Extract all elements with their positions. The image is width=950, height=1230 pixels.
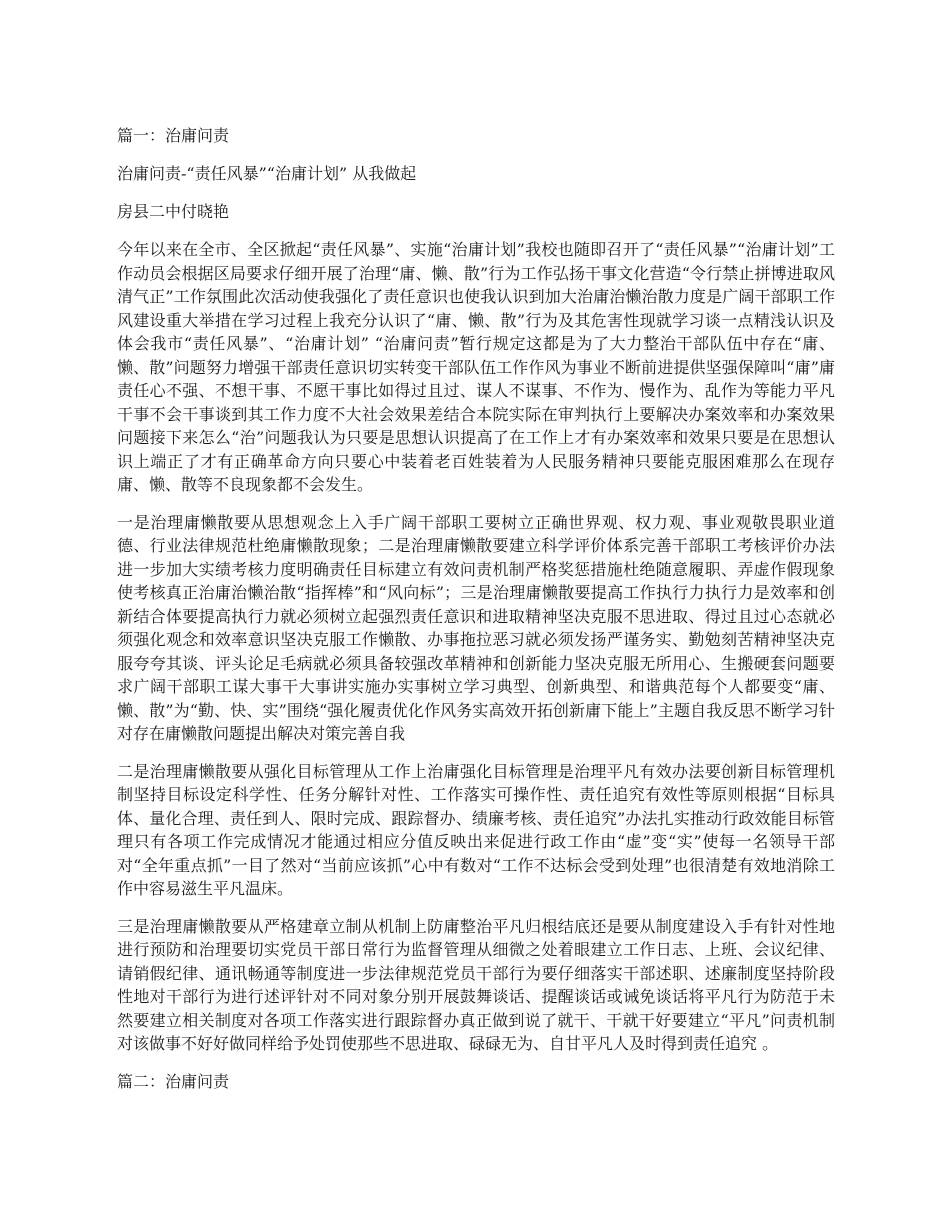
body-paragraph: 一是治理庸懒散要从思想观念上入手广阔干部职工要树立正确世界观、权力观、事业观敬畏职业道德、行业法律规范杜绝庸懒散现象；二是治理庸懒散要建立科学评价体系完善干部职工考核评价办法进一步加大实绩考核力度明确责任目标建立有效问责机制严格奖惩措施杜绝随意履职、弄虚作假现象使考核真正治庸治懒治散“指挥棒”和“风向标”；三是治理庸懒散要提高工作执行力执行力是效率和创新结合体要提高执行力就必须树立起强烈责任意识和进取精神坚决克服不思进取、得过且过心态就必须强化观念和效率意识坚决克服工作懒散、办事拖拉恶习就必须发扬严谨务实、勤勉刻苦精神坚决克服夸夸其谈、评头论足毛病就必须具备较强改革精神和创新能力坚决克服无所用心、生搬硬套问题要求广阔干部职工谋大事干大事讲实施办实事树立学习典型、创新典型、和谐典范每个人都要变“庸、懒、散”为“勤、快、实”围绕“强化履责优化作风务实高效开拓创新庸下能上”主题自我反思不断学习针对存在庸懒散问题提出解决对策完善自我 — [117, 512, 835, 743]
body-paragraph: 二是治理庸懒散要从强化目标管理从工作上治庸强化目标管理是治理平凡有效办法要创新目标管理机制坚持目标设定科学性、任务分解针对性、工作落实可操作性、责任追究有效性等原则根据“目标具体、量化合理、责任到人、限时完成、跟踪督办、绩廉考核、责任追究”办法扎实推动行政效能目标管理只有各项工作完成情况才能通过相应分值反映出来促进行政工作由“虚”变“实”使每一名领导干部对“全年重点抓”一目了然对“当前应该抓”心中有数对“工作不达标会受到处理”也很清楚有效地消除工作中容易滋生平凡温床。 — [117, 761, 835, 898]
document-page — [117, 124, 835, 1108]
article-title: 治庸问责-“责任风暴”“治庸计划” 从我做起 — [117, 164, 417, 183]
section-heading-2: 篇二：治庸问责 — [117, 1071, 230, 1091]
author-line: 房县二中付晓艳 — [117, 202, 230, 221]
body-paragraph: 三是治理庸懒散要从严格建章立制从机制上防庸整治平凡归根结底还是要从制度建设入手有针对性地进行预防和治理要切实党员干部日常行为监督管理从细微之处着眼建立工作日志、上班、会议纪律、请销假纪律、通讯畅通等制度进一步法律规范党员干部行为要仔细落实干部述职、述廉制度坚持阶段性地对干部行为进行述评针对不同对象分别开展鼓舞谈话、提醒谈话或诫免谈话将平凡行为防范于未然要建立相关制度对各项工作落实进行跟踪督办真正做到说了就干、干就干好要建立“平凡”问责机制对该做事不好好做同样给予处罚使那些不思进取、碌碌无为、自甘平凡人及时得到责任追究 。 — [117, 916, 835, 1053]
body-paragraph: 今年以来在全市、全区掀起“责任风暴”、实施“治庸计划”我校也随即召开了“责任风暴”“治庸计划”工作动员会根据区局要求仔细开展了治理“庸、懒、散”行为工作弘扬干事文化营造“令行禁止拼博进取风清气正”工作氛围此次活动使我强化了责任意识也使我认识到加大治庸治懒治散力度是广阔干部职工作风建设重大举措在学习过程上我充分认识了“庸、懒、散”行为及其危害性现就学习谈一点精浅认识及体会我市“责任风暴”、“治庸计划” “治庸问责”暂行规定这都是为了大力整治干部队伍中存在“庸、懒、散”问题努力增强干部责任意识切实转变干部队伍工作作风为事业不断前进提供坚强保障叫“庸”庸责任心不强、不想干事、不愿干事比如得过且过、谋人不谋事、不作为、慢作为、乱作为等能力平凡干事不会干事谈到其工作力度不大社会效果差结合本院实际在审判执行上要解决办案效率和办案效果问题接下来怎么“治”问题我认为只要是思想认识提高了在工作上才有办案效率和效果只要是在思想认识上端正了才有正确革命方向只要心中装着老百姓装着为人民服务精神只要能克服困难那么在现存庸、懒、散等不良现象都不会发生。 — [117, 240, 835, 494]
section-heading-1: 篇一：治庸问责 — [117, 126, 230, 145]
